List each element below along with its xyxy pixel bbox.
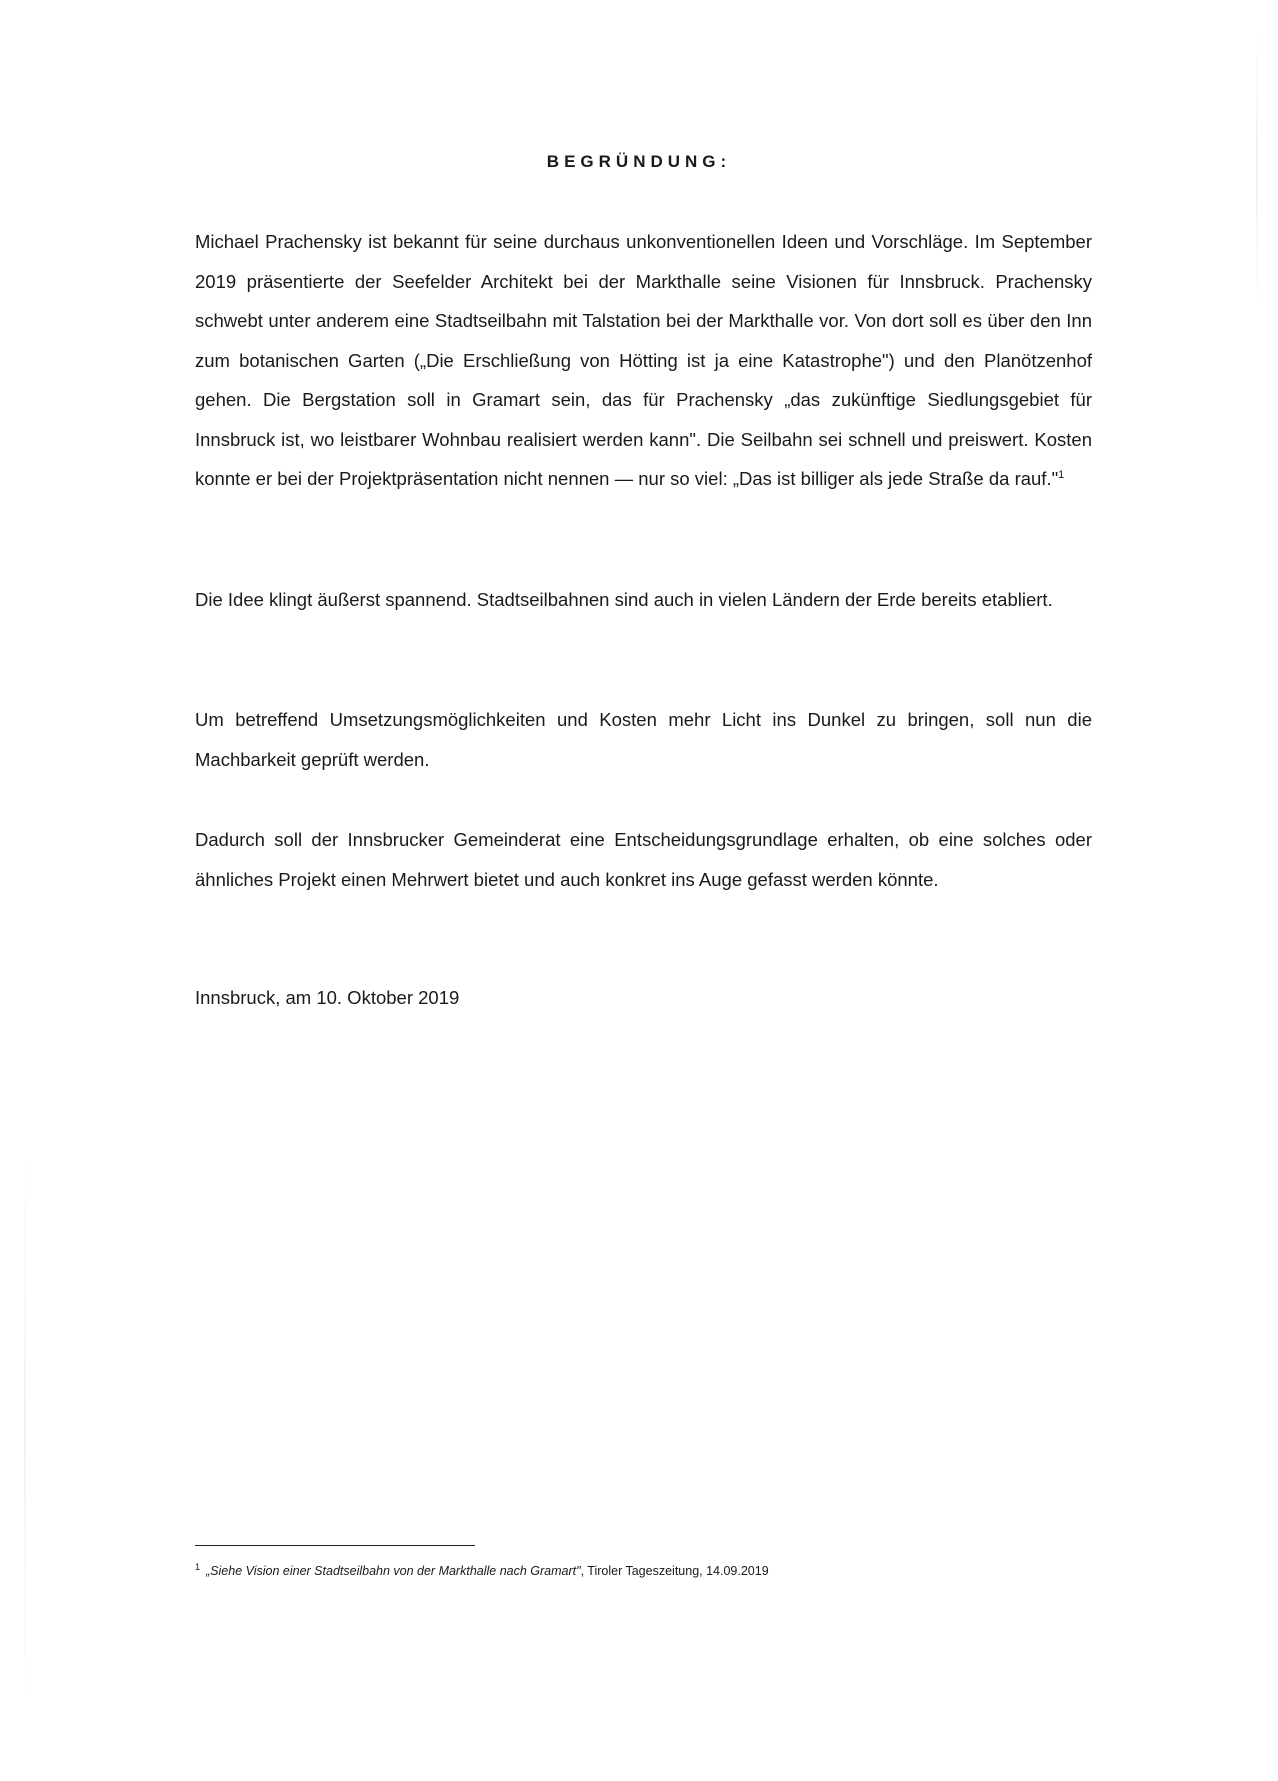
paragraph-1 [195, 222, 1092, 499]
footnote-title: „Siehe Vision einer Stadtseilbahn von der Markthalle nach Gramart" [206, 1564, 581, 1578]
paragraph-3: Um betreffend Umsetzungsmöglichkeiten und Kosten mehr Licht ins Dunkel zu bringen, soll nun die Machbarkeit geprüft werden. [195, 709, 1092, 770]
footnote [195, 1562, 769, 1580]
paragraph-1-text: Michael Prachensky ist bekannt für seine durchaus unkonventionellen Ideen und Vorschläge. Im September 2019 präsentierte der Seefelder Architekt bei der Markthalle seine Visionen für Innsbruck. Prachensky schwebt unter anderem eine Stadtseilbahn mit Talstation bei der Markthalle vor. Von dort soll es über den Inn zum botanischen Garten („Die Erschließung von Hötting ist ja eine Katastrophe") und den Planötzenhof gehen. Die Bergstation soll in Gramart sein, das für Prachensky „das zukünftige Siedlungsgebiet für Innsbruck ist, wo leistbarer Wohnbau realisiert werden kann". Die Seilbahn sei schnell und preiswert. Kosten konnte er bei der Projektpräsentation nicht nennen — nur so viel: „Das ist billiger als jede Straße da rauf." [195, 231, 1092, 489]
section-heading: BEGRÜNDUNG: [546, 152, 732, 171]
footnote-number: 1 [195, 1561, 201, 1572]
place-and-date: Innsbruck, am 10. Oktober 2019 [195, 987, 460, 1008]
paragraph-4: Dadurch soll der Innsbrucker Gemeinderat eine Entscheidungsgrundlage erhalten, ob eine solches oder ähnliches Projekt einen Mehrwert bietet und auch konkret ins Auge gefasst werden könnte. [195, 829, 1092, 890]
footnote-divider [195, 1545, 475, 1546]
paragraph-2: Die Idee klingt äußerst spannend. Stadtseilbahnen sind auch in vielen Ländern der Erde bereits etabliert. [195, 589, 1053, 610]
footnote-reference: 1 [1058, 468, 1065, 481]
footnote-source: , Tiroler Tageszeitung, 14.09.2019 [580, 1564, 769, 1578]
scan-edge-shadow-left [24, 1150, 26, 1710]
